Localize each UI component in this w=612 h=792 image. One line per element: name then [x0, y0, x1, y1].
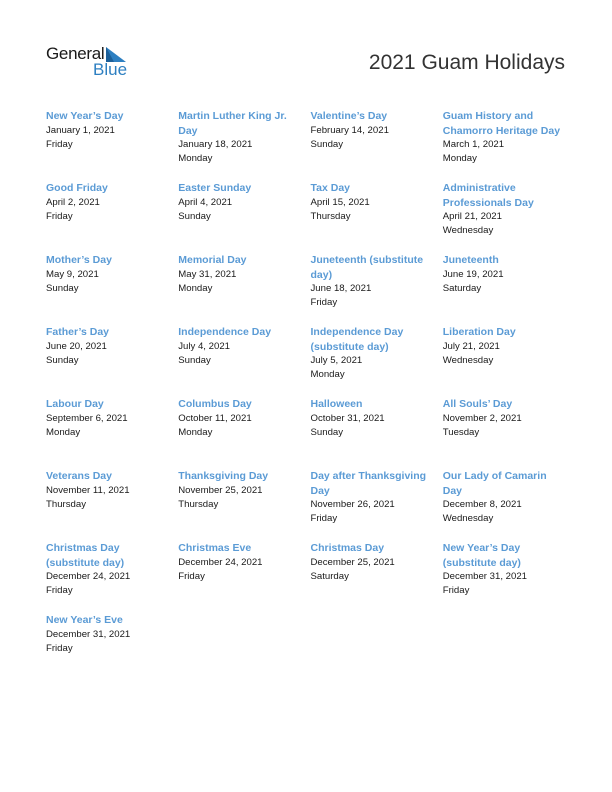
holiday-day: Monday — [178, 426, 213, 438]
holiday-name: Christmas Day (substitute day) — [46, 542, 125, 569]
holiday-day: Wednesday — [442, 225, 494, 236]
holiday-name: Day after Thanksgiving Day — [310, 470, 427, 497]
holiday-day: Sunday — [46, 354, 79, 366]
holiday-date: June 19, 2021 — [442, 268, 504, 280]
holiday-date: July 21, 2021 — [442, 340, 500, 352]
holiday-cell — [178, 181, 310, 253]
holiday-day: Saturday — [442, 282, 482, 294]
holiday-cell — [311, 181, 443, 253]
holiday-date: October 11, 2021 — [178, 412, 252, 424]
holiday-cell — [178, 397, 310, 469]
logo-word-blue: Blue — [93, 60, 128, 79]
holiday-day: Monday — [442, 153, 477, 164]
holiday-date: March 1, 2021 — [442, 139, 505, 150]
holiday-day: Thursday — [178, 498, 219, 510]
holiday-cell — [311, 397, 443, 469]
holiday-name: Juneteenth — [442, 254, 499, 266]
holiday-date: July 5, 2021 — [310, 355, 363, 366]
holiday-date: April 2, 2021 — [46, 196, 100, 208]
holiday-day: Thursday — [310, 210, 351, 222]
holiday-date: December 25, 2021 — [310, 556, 395, 568]
holiday-cell — [443, 397, 575, 469]
holiday-date: December 24, 2021 — [178, 556, 263, 568]
holiday-cell — [178, 109, 310, 181]
holiday-name: New Year’s Eve — [46, 614, 123, 626]
holiday-date: January 1, 2021 — [46, 124, 115, 136]
holiday-name: Halloween — [310, 398, 363, 410]
holiday-date: February 14, 2021 — [310, 124, 389, 136]
holiday-cell — [46, 109, 178, 181]
holiday-date: December 31, 2021 — [46, 628, 131, 640]
holiday-name: Independence Day — [178, 326, 272, 338]
holiday-date: January 18, 2021 — [178, 139, 253, 150]
holiday-date: April 21, 2021 — [442, 211, 502, 222]
holiday-date: June 20, 2021 — [46, 340, 107, 352]
holiday-name: Tax Day — [310, 182, 350, 194]
holiday-cell — [178, 541, 310, 613]
logo-word-general: General — [46, 44, 105, 63]
holiday-day: Friday — [46, 138, 73, 150]
holiday-name: Thanksgiving Day — [178, 470, 269, 482]
holiday-day: Saturday — [310, 570, 349, 582]
holiday-name: New Year’s Day (substitute day) — [442, 542, 521, 569]
holiday-date: November 2, 2021 — [442, 412, 522, 424]
holiday-date: December 31, 2021 — [442, 571, 528, 582]
holiday-cell — [46, 397, 178, 469]
holiday-date: December 24, 2021 — [46, 571, 131, 582]
holiday-day: Monday — [310, 369, 345, 380]
holiday-name: Labour Day — [46, 398, 104, 410]
holiday-row — [46, 613, 576, 685]
holiday-name: Columbus Day — [178, 398, 252, 410]
holiday-name: Christmas Eve — [178, 542, 252, 554]
holiday-name: Christmas Day — [310, 542, 385, 554]
holiday-grid — [46, 109, 576, 685]
holiday-name: New Year’s Day — [46, 110, 124, 122]
holiday-row — [46, 469, 576, 541]
holiday-date: April 4, 2021 — [178, 196, 233, 208]
generalblue-logo — [46, 44, 136, 80]
holiday-cell — [443, 325, 575, 397]
holiday-date: June 18, 2021 — [310, 283, 372, 294]
holiday-cell — [311, 325, 443, 397]
holiday-day: Wednesday — [442, 354, 494, 366]
holiday-date: November 25, 2021 — [178, 484, 263, 496]
holiday-date: November 11, 2021 — [46, 484, 130, 496]
holiday-name: Our Lady of Camarin Day — [442, 470, 547, 497]
holiday-cell — [178, 469, 310, 541]
holiday-row — [46, 109, 576, 181]
holiday-name: Mother’s Day — [46, 254, 112, 266]
holiday-row — [46, 181, 576, 253]
holiday-name: Juneteenth (substitute day) — [310, 254, 424, 281]
holiday-cell — [443, 253, 575, 325]
holiday-day: Friday — [442, 585, 470, 596]
holiday-date: April 15, 2021 — [310, 196, 370, 208]
holiday-day: Friday — [310, 513, 338, 524]
holiday-date: May 9, 2021 — [46, 268, 99, 280]
holiday-cell — [443, 109, 575, 181]
holiday-cell — [46, 541, 178, 613]
holiday-date: July 4, 2021 — [178, 340, 230, 352]
holiday-name: Easter Sunday — [178, 182, 252, 194]
holiday-name: Liberation Day — [442, 326, 516, 338]
holiday-date: December 8, 2021 — [442, 499, 522, 510]
holiday-day: Friday — [46, 210, 73, 222]
holiday-name: Administrative Professionals Day — [442, 182, 534, 209]
holiday-day: Sunday — [178, 354, 211, 366]
holiday-name: Valentine’s Day — [310, 110, 388, 122]
holiday-cell — [178, 253, 310, 325]
holiday-row — [46, 541, 576, 613]
holiday-date: November 26, 2021 — [310, 499, 395, 510]
holiday-row — [46, 397, 576, 469]
holiday-cell — [311, 109, 443, 181]
holiday-name: Father’s Day — [46, 326, 110, 338]
holiday-day: Friday — [46, 642, 73, 654]
holiday-day: Sunday — [178, 210, 211, 222]
holiday-name: Independence Day (substitute day) — [310, 326, 404, 353]
holiday-name: Good Friday — [46, 182, 108, 194]
holiday-day: Wednesday — [442, 513, 494, 524]
holiday-name: All Souls’ Day — [442, 398, 513, 410]
holiday-day: Friday — [310, 297, 338, 308]
holiday-date: October 31, 2021 — [310, 412, 385, 424]
holiday-cell — [46, 325, 178, 397]
holiday-cell — [46, 253, 178, 325]
holiday-name: Guam History and Chamorro Heritage Day — [442, 110, 561, 137]
holiday-day: Friday — [178, 570, 205, 582]
holiday-row — [46, 325, 576, 397]
holiday-cell — [443, 469, 575, 541]
holiday-cell — [46, 469, 178, 541]
holiday-day: Tuesday — [442, 426, 480, 438]
holiday-day: Sunday — [46, 282, 79, 294]
holiday-day: Sunday — [310, 138, 344, 150]
holiday-day: Monday — [46, 426, 81, 438]
holiday-row — [46, 253, 576, 325]
holiday-name: Martin Luther King Jr. Day — [178, 110, 287, 137]
holiday-cell — [46, 613, 178, 685]
holiday-cell — [311, 541, 443, 613]
holiday-day: Thursday — [46, 498, 86, 510]
page-title: 2021 Guam Holidays — [368, 51, 565, 74]
holiday-date: September 6, 2021 — [46, 412, 128, 424]
holiday-day: Friday — [46, 585, 73, 596]
holiday-name: Memorial Day — [178, 254, 247, 266]
holiday-cell — [178, 325, 310, 397]
holiday-day: Monday — [178, 282, 213, 294]
holiday-cell — [443, 181, 575, 253]
holiday-day: Monday — [178, 153, 213, 164]
holiday-name: Veterans Day — [46, 470, 112, 482]
holiday-cell — [311, 469, 443, 541]
holiday-day: Sunday — [310, 426, 344, 438]
holiday-cell — [311, 253, 443, 325]
holiday-date: May 31, 2021 — [178, 268, 237, 280]
holiday-cell — [443, 541, 575, 613]
holiday-cell — [46, 181, 178, 253]
